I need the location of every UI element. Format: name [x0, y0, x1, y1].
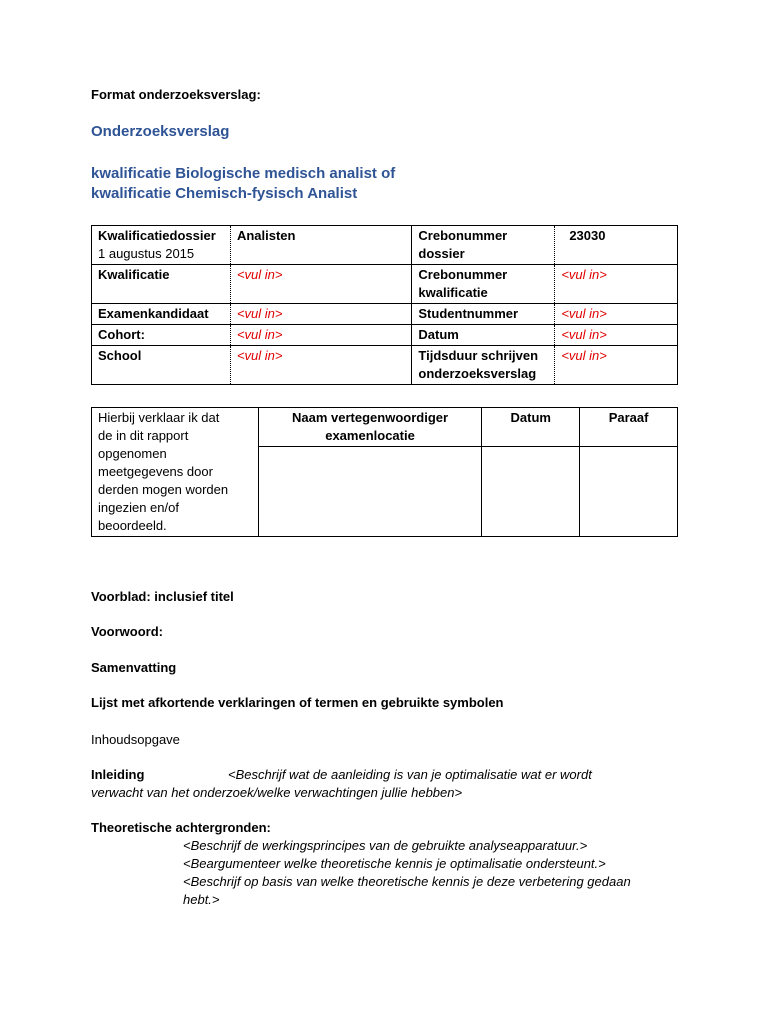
qualification-line-2: kwalificatie Chemisch-fysisch Analist: [91, 185, 358, 202]
report-title: Onderzoeksverslag: [91, 123, 230, 140]
name-input-cell[interactable]: [258, 447, 482, 537]
column-header-date: Datum: [482, 408, 580, 447]
fill-in-field[interactable]: <vul in>: [230, 304, 411, 325]
table-row: [92, 325, 678, 346]
statement-line: beoordeeld.: [98, 518, 167, 533]
table-row: [92, 408, 678, 447]
header-text: Naam vertegenwoordiger: [292, 410, 449, 425]
info-table: [91, 225, 678, 385]
label-date: 1 augustus 2015: [98, 246, 195, 261]
statement-line: meetgegevens door: [98, 464, 213, 479]
section-theorie: Theoretische achtergronden:: [91, 820, 271, 835]
section-inleiding: Inleiding: [91, 767, 145, 782]
header-text: examenlocatie: [325, 428, 415, 443]
statement-line: derden mogen worden: [98, 482, 229, 497]
section-samenvatting: Samenvatting: [91, 660, 177, 675]
fill-in-field[interactable]: <vul in>: [555, 325, 678, 346]
section-inhoudsopgave: Inhoudsopgave: [91, 732, 180, 747]
fill-in-field[interactable]: <vul in>: [230, 325, 411, 346]
statement-line: opgenomen: [98, 446, 167, 461]
inleiding-text-2: verwacht van het onderzoek/welke verwachtingen jullie hebben>: [91, 785, 463, 800]
label: Crebonummer: [418, 228, 508, 243]
fill-in-field[interactable]: <vul in>: [230, 346, 411, 385]
label: kwalificatie: [418, 285, 488, 300]
cell-label: Kwalificatie: [92, 265, 231, 304]
cell-label: Examenkandidaat: [92, 304, 231, 325]
table-row: [92, 265, 678, 304]
column-header-name: [258, 408, 482, 447]
theorie-item-3: <Beschrijf op basis van welke theoretische kennis je deze verbetering gedaan: [183, 874, 631, 889]
label: dossier: [418, 246, 465, 261]
fill-in-field[interactable]: <vul in>: [555, 346, 678, 385]
format-label: Format onderzoeksverslag:: [91, 87, 261, 102]
fill-in-field[interactable]: <vul in>: [555, 304, 678, 325]
paraaf-input-cell[interactable]: [580, 447, 678, 537]
theorie-item-2: <Beargumenteer welke theoretische kennis je optimalisatie ondersteunt.>: [183, 856, 606, 871]
label: onderzoeksverslag: [418, 366, 537, 381]
table-row: [92, 346, 678, 385]
date-input-cell[interactable]: [482, 447, 580, 537]
label: Crebonummer: [418, 267, 508, 282]
section-voorwoord: Voorwoord:: [91, 624, 163, 639]
statement-line: Hierbij verklaar ik dat: [98, 410, 220, 425]
fill-in-field[interactable]: <vul in>: [230, 265, 411, 304]
section-voorblad: Voorblad: inclusief titel: [91, 589, 234, 604]
cell-label: [412, 346, 555, 385]
cell-label: [412, 265, 555, 304]
label: Tijdsduur schrijven: [418, 348, 539, 363]
cell-label: Studentnummer: [412, 304, 555, 325]
cell-label: [412, 226, 555, 265]
cell-label: [92, 226, 231, 265]
cell-label: Cohort:: [92, 325, 231, 346]
theorie-item-1: <Beschrijf de werkingsprincipes van de gebruikte analyseapparatuur.>: [183, 838, 588, 853]
statement-line: ingezien en/of: [98, 500, 179, 515]
table-row: [92, 304, 678, 325]
cell-value: 23030: [555, 226, 678, 265]
column-header-paraaf: Paraaf: [580, 408, 678, 447]
label: Kwalificatiedossier: [98, 228, 216, 243]
inleiding-text-1: <Beschrijf wat de aanleiding is van je optimalisatie wat er wordt: [228, 767, 592, 782]
cell-label: School: [92, 346, 231, 385]
section-lijst: Lijst met afkortende verklaringen of termen en gebruikte symbolen: [91, 695, 504, 710]
statement-line: de in dit rapport: [98, 428, 189, 443]
table-row: [92, 226, 678, 265]
cell-value: Analisten: [230, 226, 411, 265]
qualification-line-1: kwalificatie Biologische medisch analist of: [91, 165, 396, 182]
declaration-statement: [92, 408, 259, 537]
cell-label: Datum: [412, 325, 555, 346]
declaration-table: [91, 407, 678, 537]
fill-in-field[interactable]: <vul in>: [555, 265, 678, 304]
theorie-item-3-cont: hebt.>: [183, 892, 220, 907]
